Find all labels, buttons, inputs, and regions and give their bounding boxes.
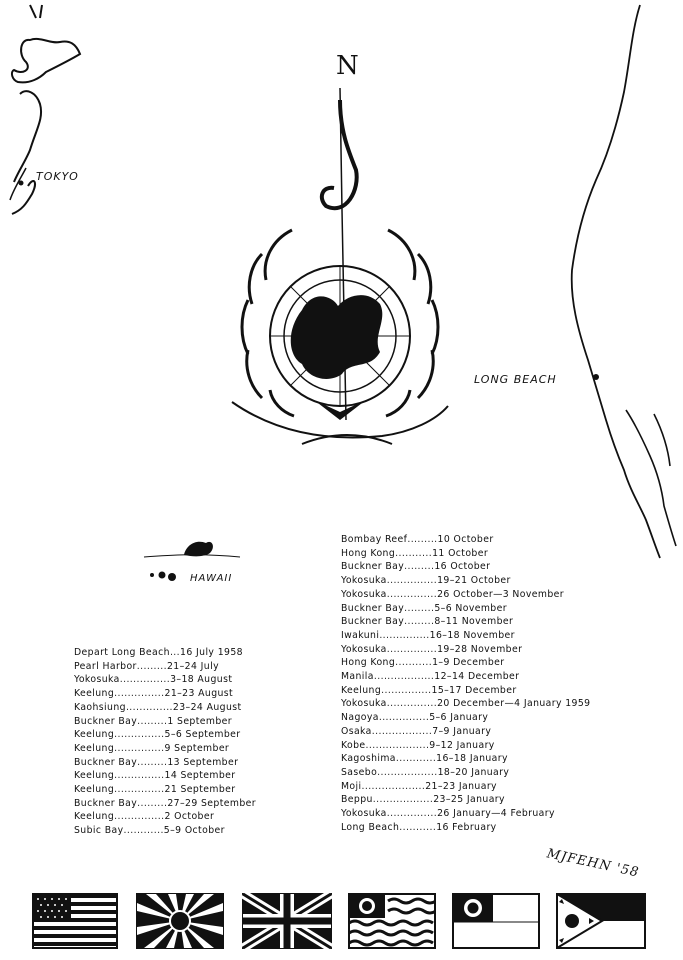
- itinerary-row: [341, 766, 591, 780]
- port-name: Yokosuka: [341, 575, 387, 587]
- itinerary-row: [341, 560, 591, 574]
- visit-dates: 27–29 September: [167, 797, 256, 809]
- itinerary-row: [341, 656, 591, 670]
- visit-dates: 21–24 July: [166, 660, 219, 672]
- visit-dates: 21–23 August: [164, 688, 234, 700]
- port-name: Depart Long Beach: [74, 647, 170, 658]
- hawaii-islands-map: [140, 535, 250, 595]
- leader-dots: ...................: [361, 780, 426, 792]
- visit-dates: 26 January—4 February: [437, 808, 555, 820]
- visit-dates: 5–6 November: [434, 602, 507, 614]
- port-name: Yokosuka: [341, 808, 387, 820]
- leader-dots: ...........: [395, 547, 433, 559]
- itinerary-row: [341, 725, 591, 739]
- port-name: Buckner Bay: [341, 561, 405, 573]
- port-name: Buckner Bay: [74, 756, 138, 768]
- visit-dates: 8–11 November: [434, 616, 514, 628]
- itinerary-row: [341, 602, 591, 616]
- long-beach-label: LONG BEACH: [474, 373, 557, 386]
- leader-dots: .........: [137, 797, 168, 809]
- us-west-coast-map: [560, 0, 683, 560]
- taiwan-flag-icon: [348, 893, 436, 949]
- leader-dots: ...............: [119, 674, 171, 686]
- itinerary-row: [74, 687, 256, 701]
- itinerary-row: [341, 697, 591, 711]
- itinerary-row: [341, 670, 591, 684]
- compass-north-label: N: [336, 51, 359, 81]
- leader-dots: ...............: [114, 742, 165, 754]
- leader-dots: .........: [404, 561, 435, 573]
- leader-dots: ...: [169, 647, 181, 658]
- port-name: Keelung: [74, 742, 115, 754]
- visit-dates: 26 October—3 November: [437, 588, 564, 600]
- itinerary-row: [341, 629, 591, 643]
- itinerary-row: [341, 643, 591, 657]
- visit-dates: 9–12 January: [429, 739, 495, 751]
- itinerary-row: [341, 752, 591, 766]
- port-name: Nagoya: [341, 712, 379, 724]
- japan-map: [0, 0, 90, 220]
- port-name: Buckner Bay: [341, 602, 405, 614]
- leader-dots: ...............: [386, 575, 438, 587]
- itinerary-row: [341, 793, 591, 807]
- leader-dots: ...............: [378, 712, 430, 724]
- leader-dots: ...............: [386, 643, 438, 655]
- itinerary-left: [74, 646, 256, 838]
- itinerary-row: [74, 728, 256, 742]
- itinerary-row: [341, 807, 591, 821]
- visit-dates: 23–25 January: [433, 794, 505, 806]
- united-kingdom-flag-icon: [242, 893, 332, 949]
- port-name: Bombay Reef: [341, 534, 408, 545]
- itinerary-row: [341, 574, 591, 588]
- itinerary-row: [341, 711, 591, 725]
- itinerary-row: [74, 783, 256, 797]
- leader-dots: .........: [136, 660, 167, 672]
- leader-dots: ...............: [114, 811, 165, 823]
- itinerary-row: [341, 615, 591, 629]
- artist-signature: MJFEHN '58: [545, 846, 641, 881]
- itinerary-row: [341, 780, 591, 794]
- port-name: Osaka: [341, 725, 372, 737]
- leader-dots: ...............: [114, 688, 165, 700]
- visit-dates: 10 October: [437, 534, 494, 545]
- leader-dots: ...............: [381, 684, 432, 696]
- leader-dots: ...............: [386, 808, 438, 820]
- hawaii-label: HAWAII: [190, 573, 233, 584]
- visit-dates: 5–6 January: [429, 712, 489, 724]
- port-name: Sasebo: [341, 766, 378, 778]
- tokyo-label: TOKYO: [36, 170, 79, 183]
- leader-dots: ..................: [371, 725, 433, 737]
- leader-dots: ...............: [379, 629, 430, 641]
- port-name: Keelung: [74, 784, 115, 796]
- itinerary-row: [74, 673, 256, 687]
- port-name: Kobe: [341, 739, 366, 751]
- port-name: Pearl Harbor: [74, 660, 137, 672]
- port-name: Manila: [341, 671, 374, 683]
- port-name: Yokosuka: [74, 674, 120, 686]
- taiwan-flag-icon: [452, 893, 540, 949]
- leader-dots: ...........: [399, 821, 437, 833]
- port-name: Subic Bay: [74, 825, 124, 837]
- port-name: Buckner Bay: [341, 616, 405, 628]
- visit-dates: 20 December—4 January 1959: [437, 698, 591, 710]
- port-name: Hong Kong: [341, 657, 396, 669]
- leader-dots: ..................: [377, 766, 438, 778]
- port-name: Keelung: [74, 729, 115, 741]
- leader-dots: ...........: [395, 657, 433, 669]
- visit-dates: 16–18 November: [429, 629, 515, 641]
- visit-dates: 19–21 October: [437, 575, 511, 587]
- visit-dates: 13 September: [167, 756, 239, 768]
- port-name: Yokosuka: [341, 643, 387, 655]
- itinerary-row: [74, 824, 256, 838]
- port-name: Buckner Bay: [74, 715, 138, 727]
- visit-dates: 9 September: [164, 742, 230, 754]
- visit-dates: 15–17 December: [431, 684, 517, 696]
- visit-dates: 14 September: [164, 770, 236, 782]
- visit-dates: 16 July 1958: [180, 647, 243, 658]
- united-states-flag-icon: [32, 893, 118, 949]
- leader-dots: ............: [123, 825, 164, 837]
- itinerary-right: [341, 533, 591, 834]
- itinerary-row: [341, 684, 591, 698]
- port-name: Yokosuka: [341, 698, 387, 710]
- leader-dots: ...............: [386, 698, 438, 710]
- port-name: Keelung: [74, 688, 115, 700]
- itinerary-row: [74, 646, 256, 660]
- itinerary-row: [74, 715, 256, 729]
- port-name: Hong Kong: [341, 547, 396, 559]
- visit-dates: 23–24 August: [172, 701, 242, 713]
- itinerary-row: [341, 533, 591, 547]
- visit-dates: 16 October: [434, 561, 491, 573]
- visit-dates: 21–23 January: [425, 780, 497, 792]
- port-name: Keelung: [341, 684, 382, 696]
- itinerary-row: [74, 810, 256, 824]
- visit-dates: 3–18 August: [170, 674, 233, 686]
- port-name: Kaohsiung: [74, 701, 126, 713]
- port-name: Iwakuni: [341, 629, 380, 641]
- leader-dots: ...............: [114, 770, 165, 782]
- leader-dots: ...............: [386, 588, 438, 600]
- visit-dates: 11 October: [432, 547, 489, 559]
- port-name: Buckner Bay: [74, 797, 138, 809]
- visit-dates: 16–18 January: [436, 753, 508, 765]
- visit-dates: 1–9 December: [432, 657, 505, 669]
- visit-dates: 5–6 September: [164, 729, 241, 741]
- itinerary-row: [341, 588, 591, 602]
- leader-dots: ...................: [365, 739, 430, 751]
- itinerary-row: [341, 739, 591, 753]
- port-name: Keelung: [74, 811, 115, 823]
- compass-emblem: [222, 40, 462, 450]
- itinerary-row: [74, 797, 256, 811]
- port-name: Long Beach: [341, 821, 400, 833]
- leader-dots: .........: [404, 602, 435, 614]
- philippines-flag-icon: [556, 893, 646, 949]
- itinerary-row: [341, 821, 591, 835]
- visit-dates: 21 September: [164, 784, 236, 796]
- leader-dots: ...............: [114, 784, 165, 796]
- port-name: Keelung: [74, 770, 115, 782]
- itinerary-row: [74, 742, 256, 756]
- visit-dates: 5–9 October: [163, 825, 225, 837]
- visit-dates: 19–28 November: [437, 643, 523, 655]
- japan-rising-sun-flag-icon: [136, 893, 224, 949]
- itinerary-row: [74, 756, 256, 770]
- leader-dots: .........: [404, 616, 435, 628]
- visit-dates: 18–20 January: [437, 766, 510, 778]
- port-name: Beppu: [341, 794, 373, 806]
- visit-dates: 2 October: [164, 811, 215, 823]
- visit-dates: 1 September: [167, 715, 233, 727]
- leader-dots: ..................: [372, 794, 434, 806]
- leader-dots: .........: [137, 756, 168, 768]
- visit-dates: 7–9 January: [432, 725, 492, 737]
- leader-dots: ..................: [373, 671, 435, 683]
- leader-dots: .........: [407, 534, 438, 545]
- leader-dots: ............: [395, 753, 437, 765]
- port-name: Yokosuka: [341, 588, 387, 600]
- itinerary-row: [74, 660, 256, 674]
- port-name: Moji: [341, 780, 362, 792]
- leader-dots: ..............: [125, 701, 173, 713]
- itinerary-row: [74, 769, 256, 783]
- visit-dates: 16 February: [436, 821, 497, 833]
- visit-dates: 12–14 December: [434, 671, 520, 683]
- port-name: Kagoshima: [341, 753, 396, 765]
- itinerary-row: [74, 701, 256, 715]
- itinerary-row: [341, 547, 591, 561]
- leader-dots: .........: [137, 715, 168, 727]
- leader-dots: ...............: [114, 729, 165, 741]
